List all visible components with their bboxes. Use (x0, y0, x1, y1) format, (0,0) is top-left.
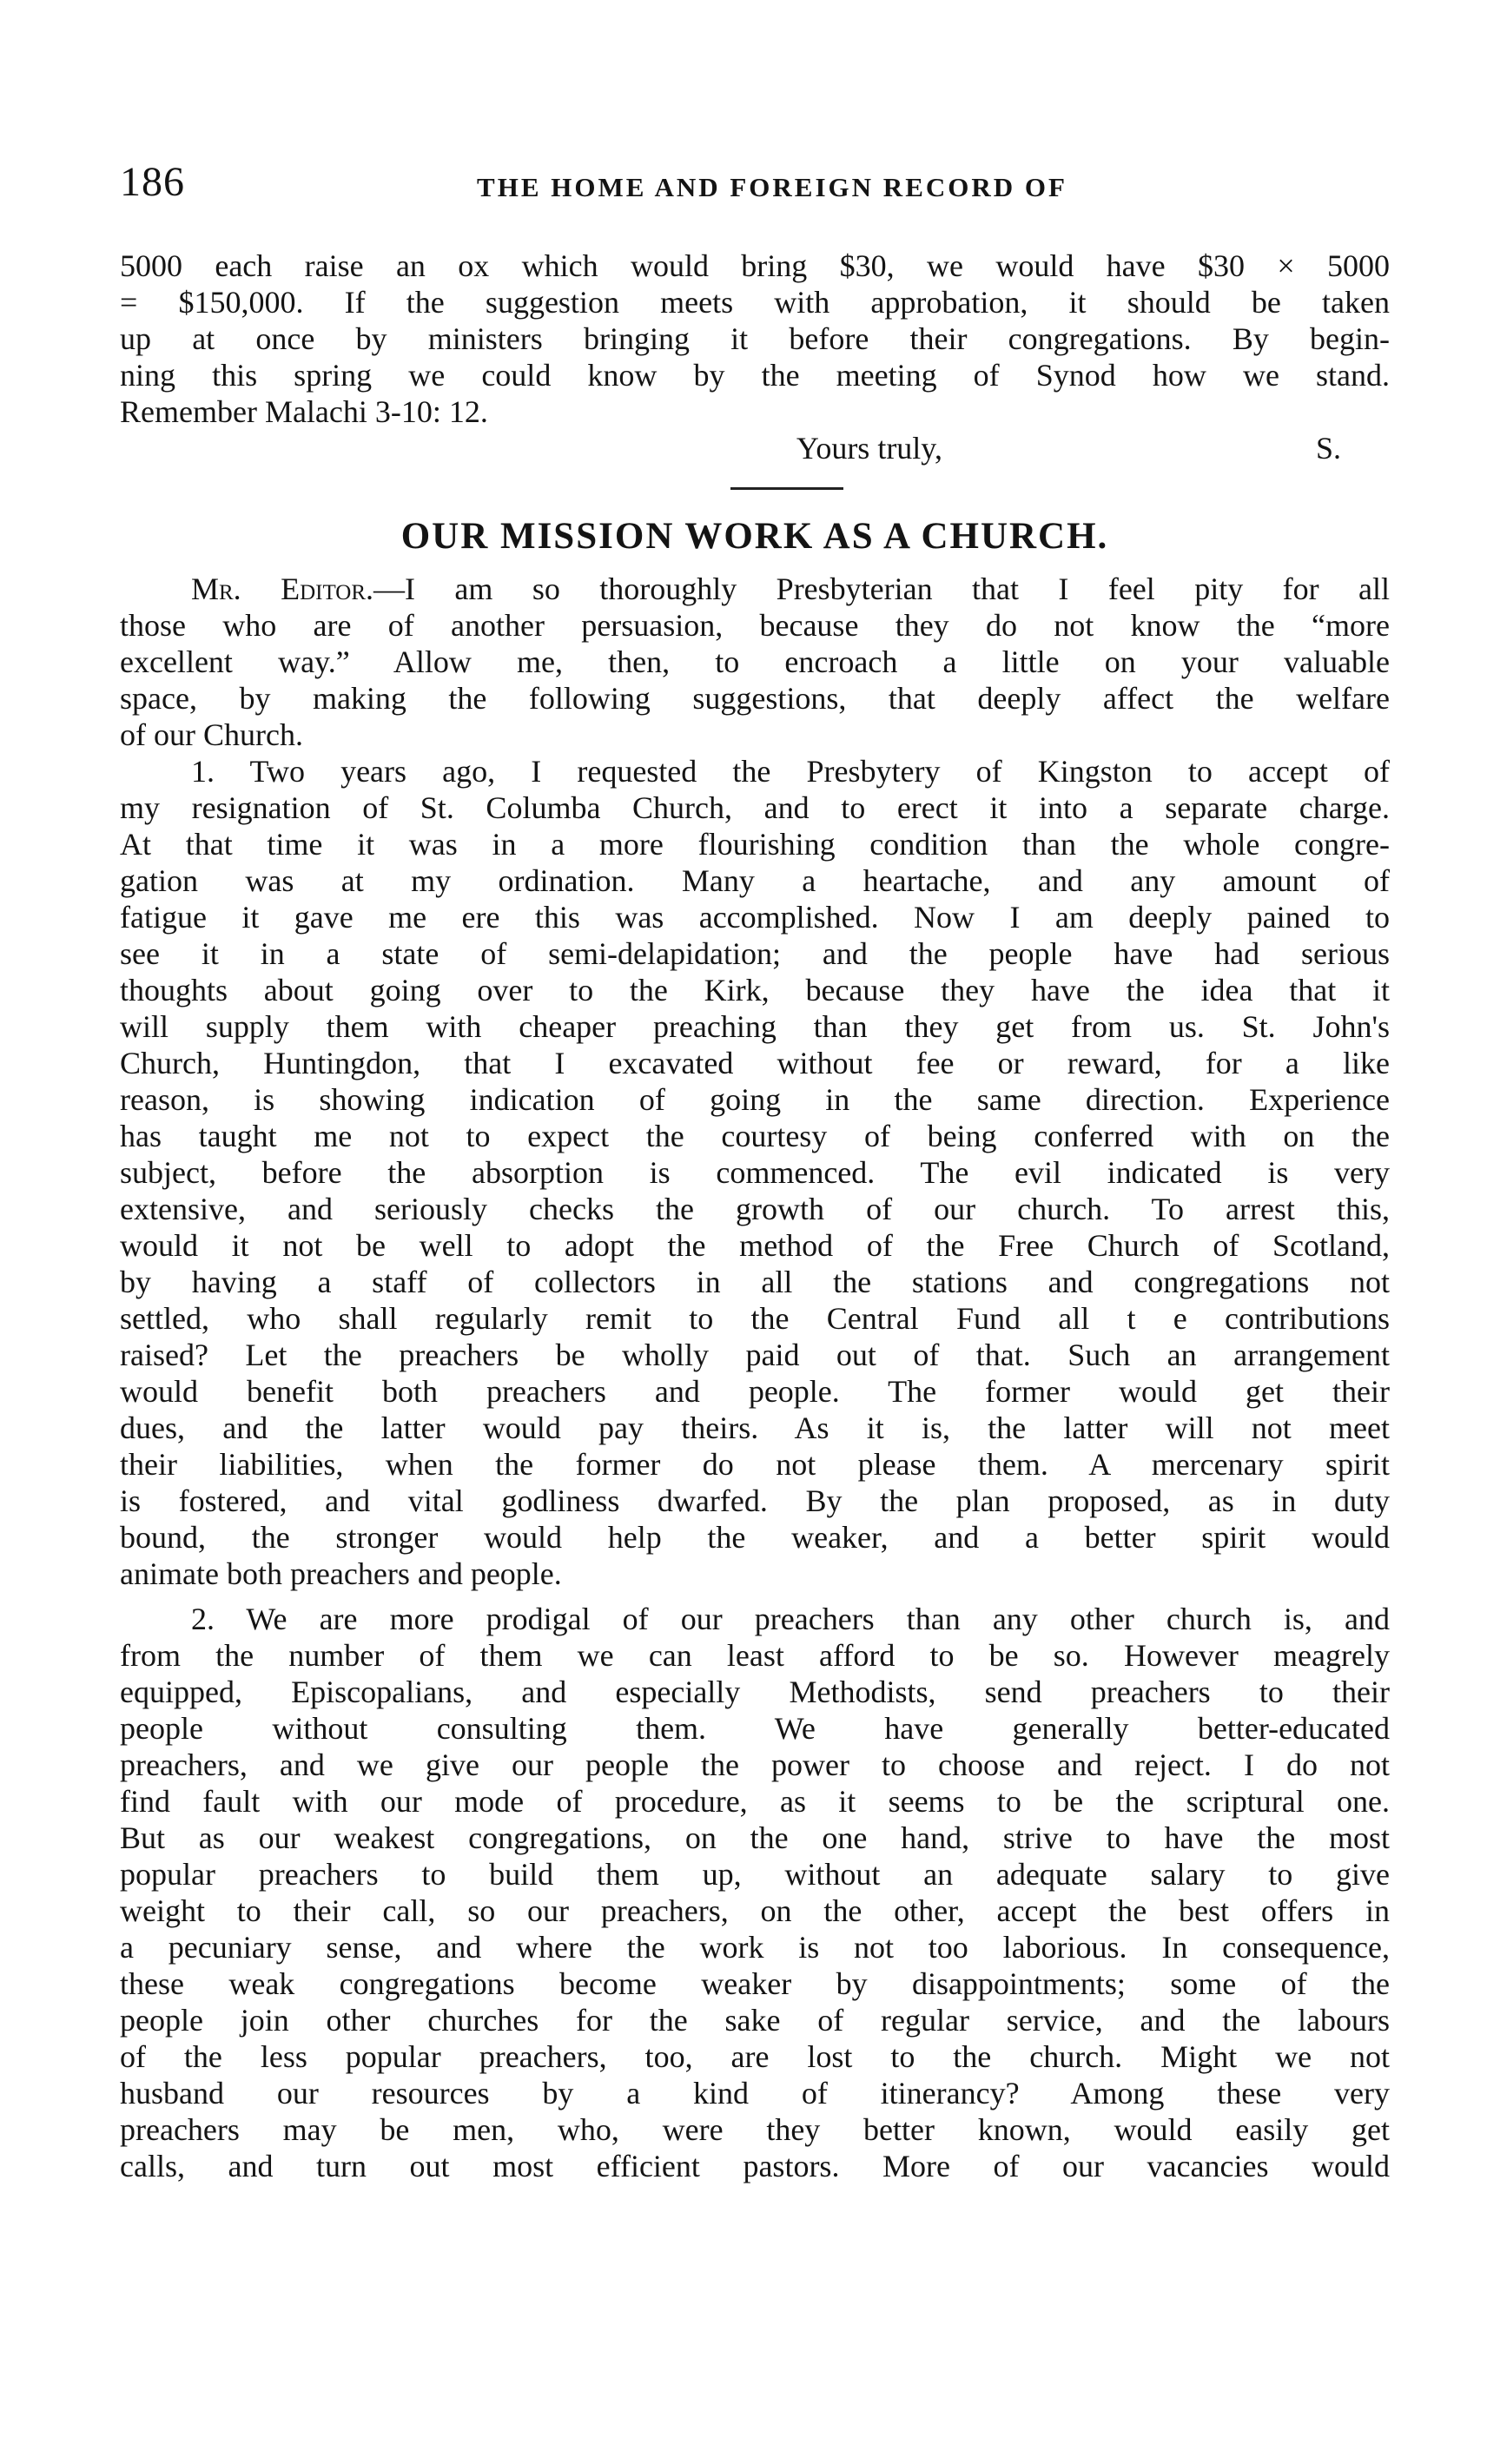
page-body (120, 248, 1390, 2184)
text-line: calls, and turn out most efficient pastors. More of our vacancies would (120, 2149, 1390, 2183)
text-line: Mr. Editor.—I am so thoroughly Presbyterian that I feel pity for all (191, 571, 1390, 606)
text-line: But as our weakest congregations, on the one hand, strive to have the most (120, 1820, 1390, 1855)
text-line: ning this spring we could know by the meeting of Synod how we stand. (120, 358, 1390, 393)
text-line: would it not be well to adopt the method of the Free Church of Scotland, (120, 1228, 1390, 1263)
text-line: Remember Malachi 3-10: 12. (120, 394, 488, 429)
text-line: my resignation of St. Columba Church, and to erect it into a separate charge. (120, 790, 1390, 825)
text-line: up at once by ministers bringing it before their congregations. By begin- (120, 321, 1390, 356)
text-line: is fostered, and vital godliness dwarfed. By the plan proposed, as in duty (120, 1483, 1390, 1518)
text-line: extensive, and seriously checks the growth of our church. To arrest this, (120, 1192, 1390, 1226)
text-line: those who are of another persuasion, because they do not know the “more (120, 608, 1390, 643)
text-line: = $150,000. If the suggestion meets with approbation, it should be taken (120, 285, 1390, 320)
text-line: their liabilities, when the former do not please them. A mercenary spirit (120, 1447, 1390, 1482)
letter-closing (120, 430, 1390, 472)
text-line: see it in a state of semi-delapidation; and the people have had serious (120, 936, 1390, 971)
letter-end (120, 248, 1390, 472)
text-line: people without consulting them. We have generally better-educated (120, 1711, 1390, 1746)
text-line: preachers may be men, who, were they better known, would easily get (120, 2112, 1390, 2147)
text-line: has taught me not to expect the courtesy of being conferred with on the (120, 1119, 1390, 1153)
article-title: OUR MISSION WORK AS A CHURCH. (400, 516, 1109, 557)
signature: S. (1315, 431, 1341, 466)
page-number: 186 (120, 159, 185, 205)
text-line: space, by making the following suggestions, that deeply affect the welfare (120, 681, 1390, 716)
text-line: of our Church. (120, 717, 303, 752)
text-line: people join other churches for the sake of regular service, and the labours (120, 2003, 1390, 2038)
text-line: by having a staff of collectors in all the stations and congregations not (120, 1265, 1390, 1299)
text-line: raised? Let the preachers be wholly paid out of that. Such an arrangement (120, 1338, 1390, 1372)
text-line: find fault with our mode of procedure, as it seems to be the scriptural one. (120, 1784, 1390, 1819)
text-line: husband our resources by a kind of itinerancy? Among these very (120, 2076, 1390, 2111)
text-line: from the number of them we can least afford to be so. However meagrely (120, 1638, 1390, 1673)
text-line: would benefit both preachers and people. The former would get their (120, 1374, 1390, 1409)
paragraph-1 (120, 753, 1390, 1592)
section-divider (730, 487, 843, 490)
paragraph-gap (120, 1592, 1390, 1601)
running-head: THE HOME AND FOREIGN RECORD OF (477, 172, 1067, 202)
text-line: preachers, and we give our people the power to choose and reject. I do not (120, 1747, 1390, 1782)
paragraph-2 (120, 1601, 1390, 2184)
text-line: weight to their call, so our preachers, on the other, accept the best offers in (120, 1893, 1390, 1928)
text-line: Church, Huntingdon, that I excavated without fee or reward, for a like (120, 1046, 1390, 1080)
text-line: 1. Two years ago, I requested the Presbytery of Kingston to accept of (191, 754, 1390, 789)
text-line: these weak congregations become weaker by disappointments; some of the (120, 1966, 1390, 2001)
text-line: 5000 each raise an ox which would bring $30, we would have $30 × 5000 (120, 248, 1390, 283)
page-header (120, 158, 1390, 210)
text-line: will supply them with cheaper preaching than they get from us. St. John's (120, 1009, 1390, 1044)
text-line: of the less popular preachers, too, are lost to the church. Might we not (120, 2039, 1390, 2074)
text-line: popular preachers to build them up, without an adequate salary to give (120, 1857, 1390, 1892)
text-line: excellent way.” Allow me, then, to encroach a little on your valuable (120, 644, 1390, 679)
text-line: a pecuniary sense, and where the work is not too laborious. In consequence, (120, 1930, 1390, 1965)
text-line: dues, and the latter would pay theirs. As it is, the latter will not meet (120, 1410, 1390, 1445)
text-line: 2. We are more prodigal of our preachers than any other church is, and (191, 1602, 1390, 1636)
text-line: At that time it was in a more flourishing condition than the whole congre- (120, 827, 1390, 862)
text-line: settled, who shall regularly remit to the Central Fund all t e contributions (120, 1301, 1390, 1336)
text-line: fatigue it gave me ere this was accomplished. Now I am deeply pained to (120, 900, 1390, 935)
paragraph-intro (120, 571, 1390, 753)
salutation: Mr. Editor. (191, 571, 374, 606)
text-line: bound, the stronger would help the weaker, and a better spirit would (120, 1520, 1390, 1555)
text-line: thoughts about going over to the Kirk, because they have the idea that it (120, 973, 1390, 1007)
text-line: subject, before the absorption is commenced. The evil indicated is very (120, 1155, 1390, 1190)
closing-salutation: Yours truly, (796, 431, 942, 466)
text-line: reason, is showing indication of going in the same direction. Experience (120, 1082, 1390, 1117)
text-line: animate both preachers and people. (120, 1556, 562, 1591)
text-line: gation was at my ordination. Many a heartache, and any amount of (120, 863, 1390, 898)
text-line: equipped, Episcopalians, and especially Methodists, send preachers to their (120, 1675, 1390, 1709)
